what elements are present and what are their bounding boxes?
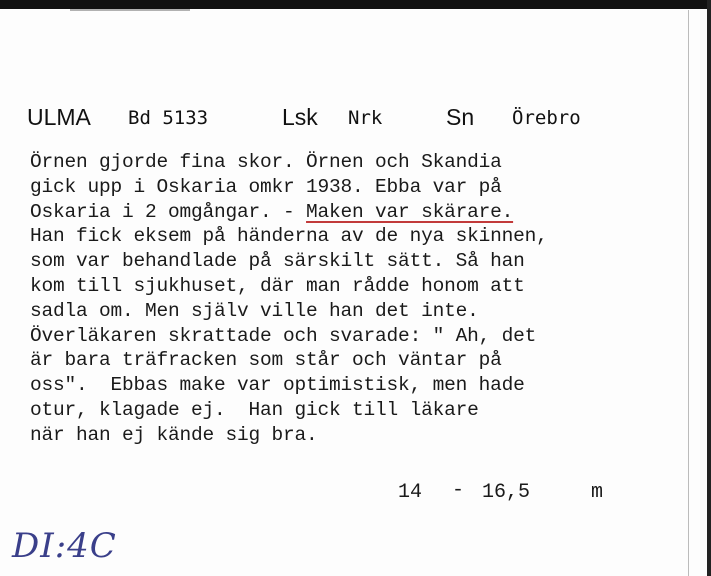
transcript-line bbox=[30, 200, 680, 225]
transcript-line: gick upp i Oskaria omkr 1938. Ebba var på bbox=[30, 175, 502, 198]
volume-number: Bd 5133 bbox=[128, 107, 209, 129]
transcript-line: kom till sjukhuset, där man rådde honom att bbox=[30, 274, 525, 297]
transcript-line: som var behandlade på särskilt sätt. Så han bbox=[30, 250, 525, 273]
parish-label: Sn bbox=[446, 104, 475, 130]
measure-dash: - bbox=[452, 479, 465, 502]
handwritten-signature: DI:4C bbox=[12, 526, 117, 566]
transcript-line: Örnen gjorde fina skor. Örnen och Skandia bbox=[30, 151, 502, 173]
transcript-line: Överläkaren skrattade och svarade: " Ah, det bbox=[30, 324, 537, 347]
transcript-line-start: Oskaria i 2 omgångar. - bbox=[30, 200, 307, 223]
underlined-phrase: Maken var skärare. bbox=[306, 200, 514, 223]
province-code: Lsk bbox=[282, 104, 318, 130]
card-top-edge-shadow bbox=[70, 9, 190, 11]
transcript-line: sadla om. Men själv ville han det inte. bbox=[30, 299, 479, 322]
municipality-code: Nrk bbox=[348, 107, 383, 129]
parish-name: Örebro bbox=[512, 107, 581, 129]
measure-to: 16,5 bbox=[482, 481, 531, 504]
measure-from: 14 bbox=[398, 481, 423, 504]
archive-code: ULMA bbox=[27, 104, 91, 130]
transcript-line: oss". Ebbas make var optimistisk, men hade bbox=[30, 374, 525, 397]
measure-unit: m bbox=[591, 481, 604, 504]
transcript-line: när han ej kände sig bra. bbox=[30, 423, 318, 446]
transcript-line: är bara träfracken som står och väntar på bbox=[30, 349, 502, 372]
card-top-edge bbox=[0, 0, 711, 9]
transcript-line: Han fick eksem på händerna av de nya skinnen, bbox=[30, 225, 548, 248]
transcript-text bbox=[30, 150, 680, 448]
transcript-line: otur, klagade ej. Han gick till läkare bbox=[30, 398, 479, 421]
card-right-edge bbox=[707, 0, 711, 576]
card-right-rule bbox=[688, 10, 689, 576]
